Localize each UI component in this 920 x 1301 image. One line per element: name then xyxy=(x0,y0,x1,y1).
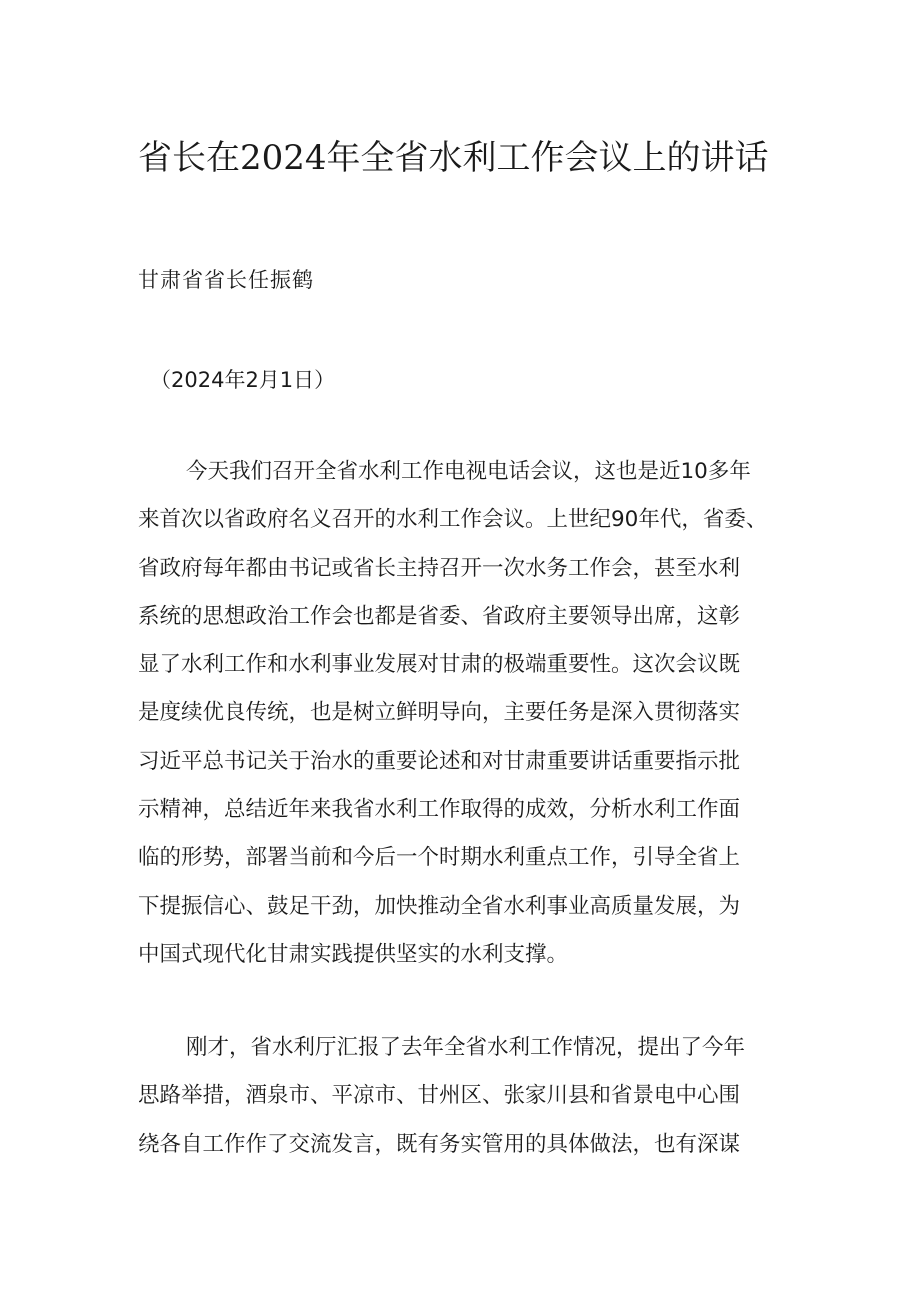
paragraph-2 xyxy=(138,1024,788,1169)
paragraph-1 xyxy=(138,448,788,979)
paragraph-line: 今天我们召开全省水利工作电视电话会议，这也是近10多年 xyxy=(186,459,751,484)
document-title: 省长在2024年全省水利工作会议上的讲话 xyxy=(138,138,769,178)
paragraph-line: 下提振信心、鼓足干劲，加快推动全省水利事业高质量发展，为 xyxy=(138,893,741,919)
paragraph-line: 系统的思想政治工作会也都是省委、省政府主要领导出席，这彰 xyxy=(138,603,741,629)
paragraph-line: 临的形势，部署当前和今后一个时期水利重点工作，引导全省上 xyxy=(138,845,741,871)
paragraph-line: 刚才，省水利厅汇报了去年全省水利工作情况，提出了今年 xyxy=(186,1035,746,1060)
paragraph-line: 来首次以省政府名义召开的水利工作会议。上世纪90年代，省委、 xyxy=(138,507,768,533)
author-line: 甘肃省省长任振鹤 xyxy=(138,268,314,292)
paragraph-line: 绕各自工作作了交流发言，既有务实管用的具体做法，也有深谋 xyxy=(138,1131,741,1157)
date-line: （2024年2月1日） xyxy=(150,368,336,392)
paragraph-line: 显了水利工作和水利事业发展对甘肃的极端重要性。这次会议既 xyxy=(138,652,741,678)
paragraph-line: 思路举措，酒泉市、平凉市、甘州区、张家川县和省景电中心围 xyxy=(138,1083,741,1109)
paragraph-line: 中国式现代化甘肃实践提供坚实的水利支撑。 xyxy=(138,941,569,967)
paragraph-line: 习近平总书记关于治水的重要论述和对甘肃重要讲话重要指示批 xyxy=(138,748,741,774)
paragraph-line: 示精神，总结近年来我省水利工作取得的成效，分析水利工作面 xyxy=(138,797,741,823)
paragraph-line: 是度续优良传统，也是树立鲜明导向，主要任务是深入贯彻落实 xyxy=(138,700,741,726)
paragraph-line: 省政府每年都由书记或省长主持召开一次水务工作会，甚至水利 xyxy=(138,555,741,581)
